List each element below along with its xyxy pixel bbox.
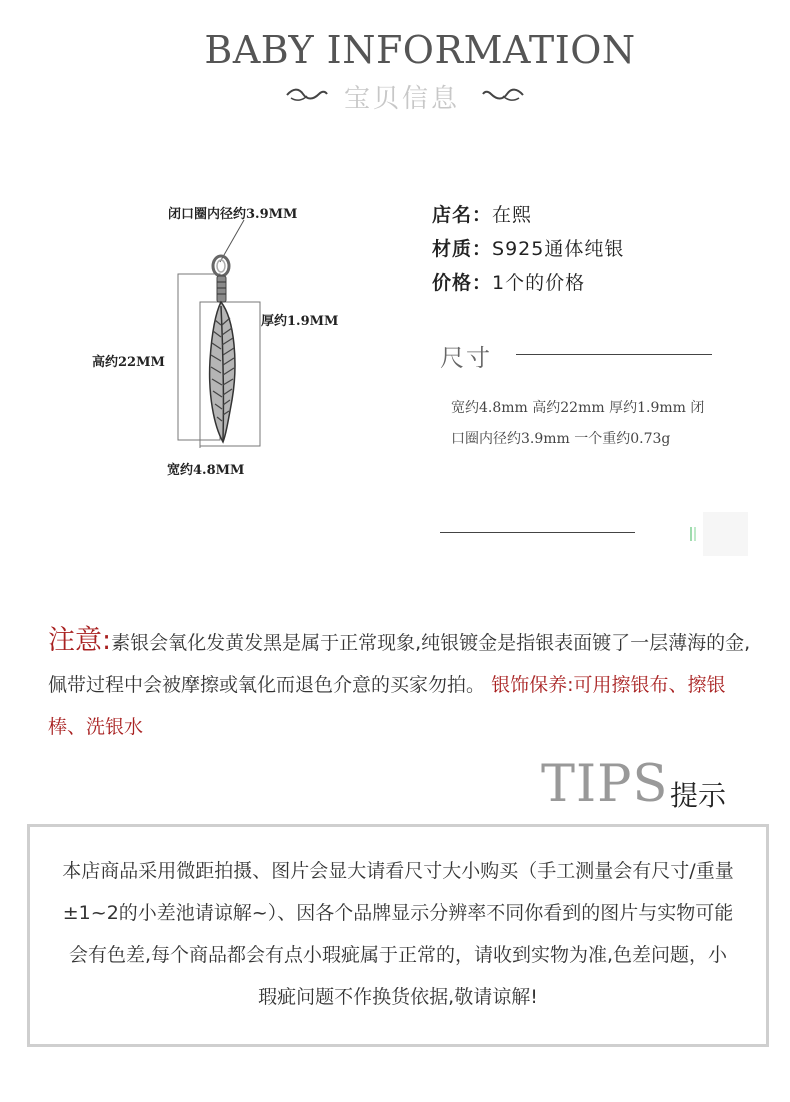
tips-title-en: TIPS bbox=[541, 755, 669, 814]
info-store bbox=[432, 200, 532, 227]
notice-label: 注意: bbox=[48, 625, 112, 656]
care-label: 银饰保养: bbox=[491, 674, 574, 696]
info-bottom-divider bbox=[440, 532, 635, 533]
care-items: 可用擦银布、擦银棒、洗银水 bbox=[48, 674, 726, 738]
label-height: 高约22MM bbox=[92, 355, 165, 370]
price-value: 1个的价格 bbox=[492, 272, 586, 294]
size-divider bbox=[516, 354, 712, 355]
material-label: 材质： bbox=[432, 238, 493, 260]
page-title-en: BABY INFORMATION bbox=[204, 28, 636, 72]
feather-pendant-image bbox=[80, 190, 380, 490]
decorative-block bbox=[703, 512, 748, 556]
tips-body: 本店商品采用微距拍摄、图片会显大请看尺寸大小购买（手工测量会有尺寸/重量±1~2的小差池请谅解~）、因各个品牌显示分辨率不同你看到的图片与实物可能会有色差,每个商品都会有点小瑕疵属于正常的，请收到实物为准,色差问题，小瑕疵问题不作换货依据,敬请谅解! bbox=[62, 860, 734, 1008]
store-label: 店名： bbox=[432, 204, 493, 226]
page-subtitle-cn: 宝贝信息 bbox=[343, 84, 460, 114]
info-price bbox=[432, 268, 585, 295]
product-figure bbox=[80, 190, 380, 490]
info-material bbox=[432, 234, 624, 261]
notice-paragraph bbox=[48, 620, 763, 748]
decorative-bar bbox=[690, 527, 692, 541]
material-value: S925通体纯银 bbox=[492, 238, 625, 260]
price-label: 价格： bbox=[432, 272, 493, 294]
label-thickness: 厚约1.9MM bbox=[261, 314, 339, 329]
label-inner-diameter: 闭口圈内径约3.9MM bbox=[168, 207, 298, 222]
decorative-bar bbox=[694, 527, 696, 541]
tips-title-cn: 提示 bbox=[670, 779, 727, 812]
size-title: 尺寸 bbox=[440, 344, 492, 372]
size-description: 宽约4.8mm 高约22mm 厚约1.9mm 闭口圈内径约3.9mm 一个重约0.73g bbox=[451, 400, 705, 447]
page-subtitle-row bbox=[285, 78, 525, 114]
store-value: 在熙 bbox=[492, 204, 533, 226]
notice-text: 素银会氧化发黄发黑是属于正常现象,纯银镀金是指银表面镀了一层薄海的金,佩带过程中会被摩擦或氧化而退色介意的买家勿拍。 bbox=[48, 632, 751, 696]
left-flourish-icon bbox=[285, 86, 329, 104]
label-width: 宽约4.8MM bbox=[167, 463, 245, 478]
right-flourish-icon bbox=[481, 86, 525, 104]
